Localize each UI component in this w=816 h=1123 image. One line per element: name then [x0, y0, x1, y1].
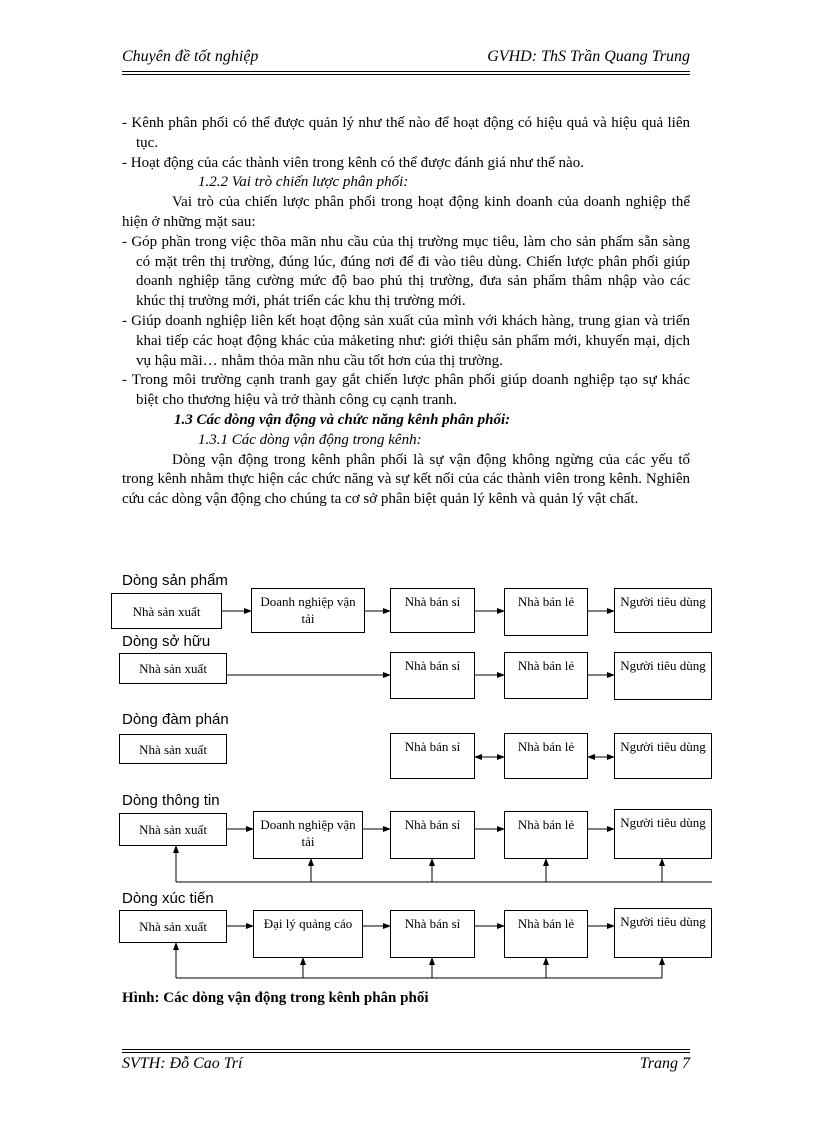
flow-label-product: Dòng sản phẩm — [122, 572, 228, 589]
box-producer: Nhà sản xuất — [119, 910, 227, 943]
box-retailer: Nhà bán lẻ — [504, 733, 588, 779]
footer-rule — [122, 1049, 690, 1050]
box-retailer: Nhà bán lẻ — [504, 910, 588, 958]
box-producer: Nhà sản xuất — [119, 653, 227, 684]
box-wholesaler: Nhà bán sỉ — [390, 733, 475, 779]
box-wholesaler: Nhà bán sỉ — [390, 652, 475, 699]
box-ad-agency: Đại lý quảng cáo — [253, 910, 363, 958]
box-transport: Doanh nghiệp vận tải — [253, 811, 363, 859]
box-producer: Nhà sản xuất — [111, 593, 222, 629]
flow-label-ownership: Dòng sở hữu — [122, 633, 211, 650]
box-consumer: Người tiêu dùng — [614, 652, 712, 700]
paragraph: - Góp phần trong việc thõa mãn nhu cầu của thị trường mục tiêu, làm cho sản phẩm sẵn sàng có mặt trên thị trường, đúng lúc, đúng nơi để đi vào tiêu dùng. Chiến lược phân phối giúp doanh nghiệp tăng cường mức độ bao phủ thị trường, đưa sản phẩm thâm nhập vào các khúc thị trường mới, phát triển các khu thị trường mới. — [122, 233, 690, 310]
paragraph: - Giúp doanh nghiệp liên kết hoạt động sản xuất của mình với khách hàng, trung gian và triển khai tiếp các hoạt động khác của mảketing như: giới thiệu sản phẩm mới, khuyến mại, dịch vụ hậu mãi… nhằm thỏa mãn nhu cầu tốt hơn của thị trường. — [122, 312, 690, 369]
section-heading-1-2-2: 1.2.2 Vai trò chiến lược phân phối: — [198, 174, 409, 191]
box-retailer: Nhà bán lẻ — [504, 811, 588, 859]
box-retailer: Nhà bán lẻ — [504, 588, 588, 636]
box-wholesaler: Nhà bán sỉ — [390, 910, 475, 958]
footer-rule-2 — [122, 1052, 690, 1053]
section-heading-1-3-1: 1.3.1 Các dòng vận động trong kênh: — [198, 431, 422, 448]
box-transport: Doanh nghiệp vận tải — [251, 588, 365, 633]
section-heading-1-3: 1.3 Các dòng vận động và chức năng kênh phân phối: — [174, 411, 511, 428]
flow-label-information: Dòng thông tin — [122, 792, 220, 809]
paragraph: - Trong môi trường cạnh tranh gay gắt chiến lược phân phối giúp doanh nghiệp tạo sự khác biệt cho thương hiệu và trở thành công cụ cạnh tranh. — [122, 372, 690, 409]
box-wholesaler: Nhà bán sỉ — [390, 811, 475, 859]
box-retailer: Nhà bán lẻ — [504, 652, 588, 699]
paragraph: - Hoạt động của các thành viên trong kênh có thể được đánh giá như thế nào. — [122, 154, 584, 171]
paragraph: - Kênh phân phối có thể được quản lý như thế nào để hoạt động có hiệu quả và hiệu quả liên tục. — [122, 115, 690, 151]
box-wholesaler: Nhà bán sỉ — [390, 588, 475, 633]
box-producer: Nhà sản xuất — [119, 813, 227, 846]
footer-page-number: Trang 7 — [639, 1055, 690, 1072]
paragraph: Dòng vận động trong kênh phân phối là sự vận động không ngừng của các yếu tố trong kênh nhằm thực hiện các chức năng và sự kết nối của các thành viên trong kênh. Nghiên cứu các dòng vận động cho chúng ta cơ sở phân biệt quản lý kênh và quản lý vật chất. — [122, 451, 690, 508]
flow-label-promotion: Dòng xúc tiến — [122, 890, 214, 907]
box-consumer: Người tiêu dùng — [614, 908, 712, 958]
paragraph: Vai trò của chiến lược phân phối trong hoạt động kinh doanh của doanh nghiệp thể hiện ở những mặt sau: — [122, 194, 690, 230]
box-producer: Nhà sản xuất — [119, 734, 227, 764]
footer-student: SVTH: Đỗ Cao Trí — [122, 1055, 243, 1072]
page-footer — [122, 1055, 690, 1077]
box-consumer: Người tiêu dùng — [614, 809, 712, 859]
flow-label-negotiation: Dòng đàm phán — [122, 711, 229, 728]
figure-caption: Hình: Các dòng vận động trong kênh phân phối — [122, 990, 429, 1006]
header-title: Chuyên đề tốt nghiệp — [122, 48, 259, 65]
box-consumer: Người tiêu dùng — [614, 733, 712, 779]
box-consumer: Người tiêu dùng — [614, 588, 712, 633]
header-advisor: GVHD: ThS Trần Quang Trung — [487, 48, 690, 65]
